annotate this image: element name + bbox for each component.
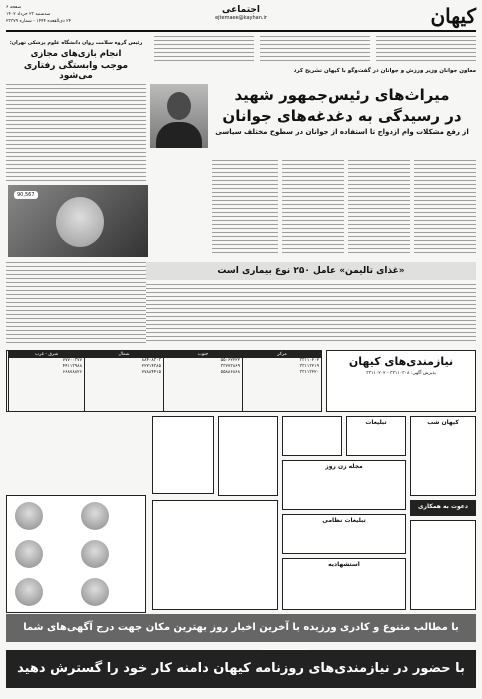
score-badge: 90,567: [14, 191, 38, 199]
main-body-col-2: [348, 160, 410, 256]
magazine-box: مجله زن روز: [282, 460, 406, 510]
invite-box: دعوت به همکاری: [410, 500, 476, 516]
baby-photo-2: [81, 502, 109, 530]
main-body-col-3: [282, 160, 344, 256]
baby-photos-box: [6, 495, 146, 613]
esteshhad-box: استشهادیه: [282, 558, 406, 610]
kayhan-classifieds-header: نیازمندی‌های کیهان پذیرش آگهی: ۳۳۱۱۰۳۰۸ - ۳۳۱۱۰۲۰۲: [326, 350, 476, 412]
quote-body: [146, 284, 476, 344]
intro-text-3: [154, 36, 254, 62]
invite-body: [410, 520, 476, 610]
portrait-photo: [150, 84, 208, 148]
classifieds-banner: با حضور در نیازمندی‌های روزنامه کیهان دامنه کار خود را گسترش دهید: [6, 650, 476, 688]
baby-photo-4: [81, 540, 109, 568]
section-title: اجتماعی ejtemaee@kayhan.ir: [215, 5, 267, 21]
main-body-col-4: [212, 160, 278, 256]
kayhan-shab-box: کیهان شب: [410, 416, 476, 496]
intro-text-2: [260, 36, 370, 62]
classified-box-2: [218, 416, 278, 496]
baby-photo-3: [15, 540, 43, 568]
ad-column-2: جنوب ۵۵۰۶۲۲۲۲ ۳۳۷۷۳۸۶۹ ۵۵۸۸۶۸۶۸: [163, 351, 242, 411]
teddy-bear-image: [8, 185, 148, 257]
auto-special-banner: با مطالب متنوع و کادری ورزیده با آخرین اخبار روز بهترین مکان جهت درج آگهی‌های شما: [6, 614, 476, 642]
dateline: صفحه ۶ سه‌شنبه ۲۳ خرداد ۱۴۰۲ ۲۴ ذی‌القعده ۱۴۴۴ - شماره ۲۳۳۷۹: [6, 5, 71, 24]
classified-box-1: [282, 416, 342, 456]
left-headline: رئیس گروه سلامت روان دانشگاه علوم پزشکی تهران: انجام بازی‌های مجازی موجب وابستگی رفتاری می‌شود: [9, 40, 143, 81]
tablighat-box: تبلیغات: [346, 416, 406, 456]
ad-column-1: مرکز ۳۳۱۱۰۲۰۲ ۳۳۱۱۳۲۱۹ ۳۳۱۱۳۲۲۰: [242, 351, 321, 411]
kayhan-logo: کیهان: [430, 4, 476, 28]
ad-column-4: شرق - غرب ۷۷۷۰۰۳۷۷ ۴۴۱۱۳۹۸۸ ۶۶۸۷۸۸۲۶: [8, 351, 84, 411]
notice-box: [152, 500, 278, 610]
quote-headline: «غذای تالیمن» عامل ۲۵۰ نوع بیماری است: [146, 262, 476, 280]
main-body-col-1: [414, 160, 476, 256]
baby-photo-1: [15, 502, 43, 530]
baby-photo-6: [81, 578, 109, 606]
main-kicker: معاون جوانان وزیر ورزش و جوانان در گفت‌وگو با کیهان تشریح کرد: [293, 68, 476, 74]
military-box: تبلیغات نظامی: [282, 514, 406, 554]
ad-phone-table: [6, 350, 322, 412]
classified-box-3: [152, 416, 214, 494]
left-body-top: [6, 84, 146, 182]
intro-text: [376, 36, 476, 62]
left-body-bottom: [6, 262, 146, 344]
main-headline: میراث‌های رئیس‌جمهور شهید در رسیدگی به دغدغه‌های جوانان از رفع مشکلات وام ازدواج تا استفاده از جوانان در سطوح مختلف سیاسی: [215, 86, 469, 136]
ad-column-3: شمال ۸۸۴۰۸۳۰۳ ۲۲۲۱۴۳۸۵ ۷۷۸۸۴۴۱۵: [84, 351, 163, 411]
masthead: [6, 4, 476, 32]
baby-photo-5: [15, 578, 43, 606]
